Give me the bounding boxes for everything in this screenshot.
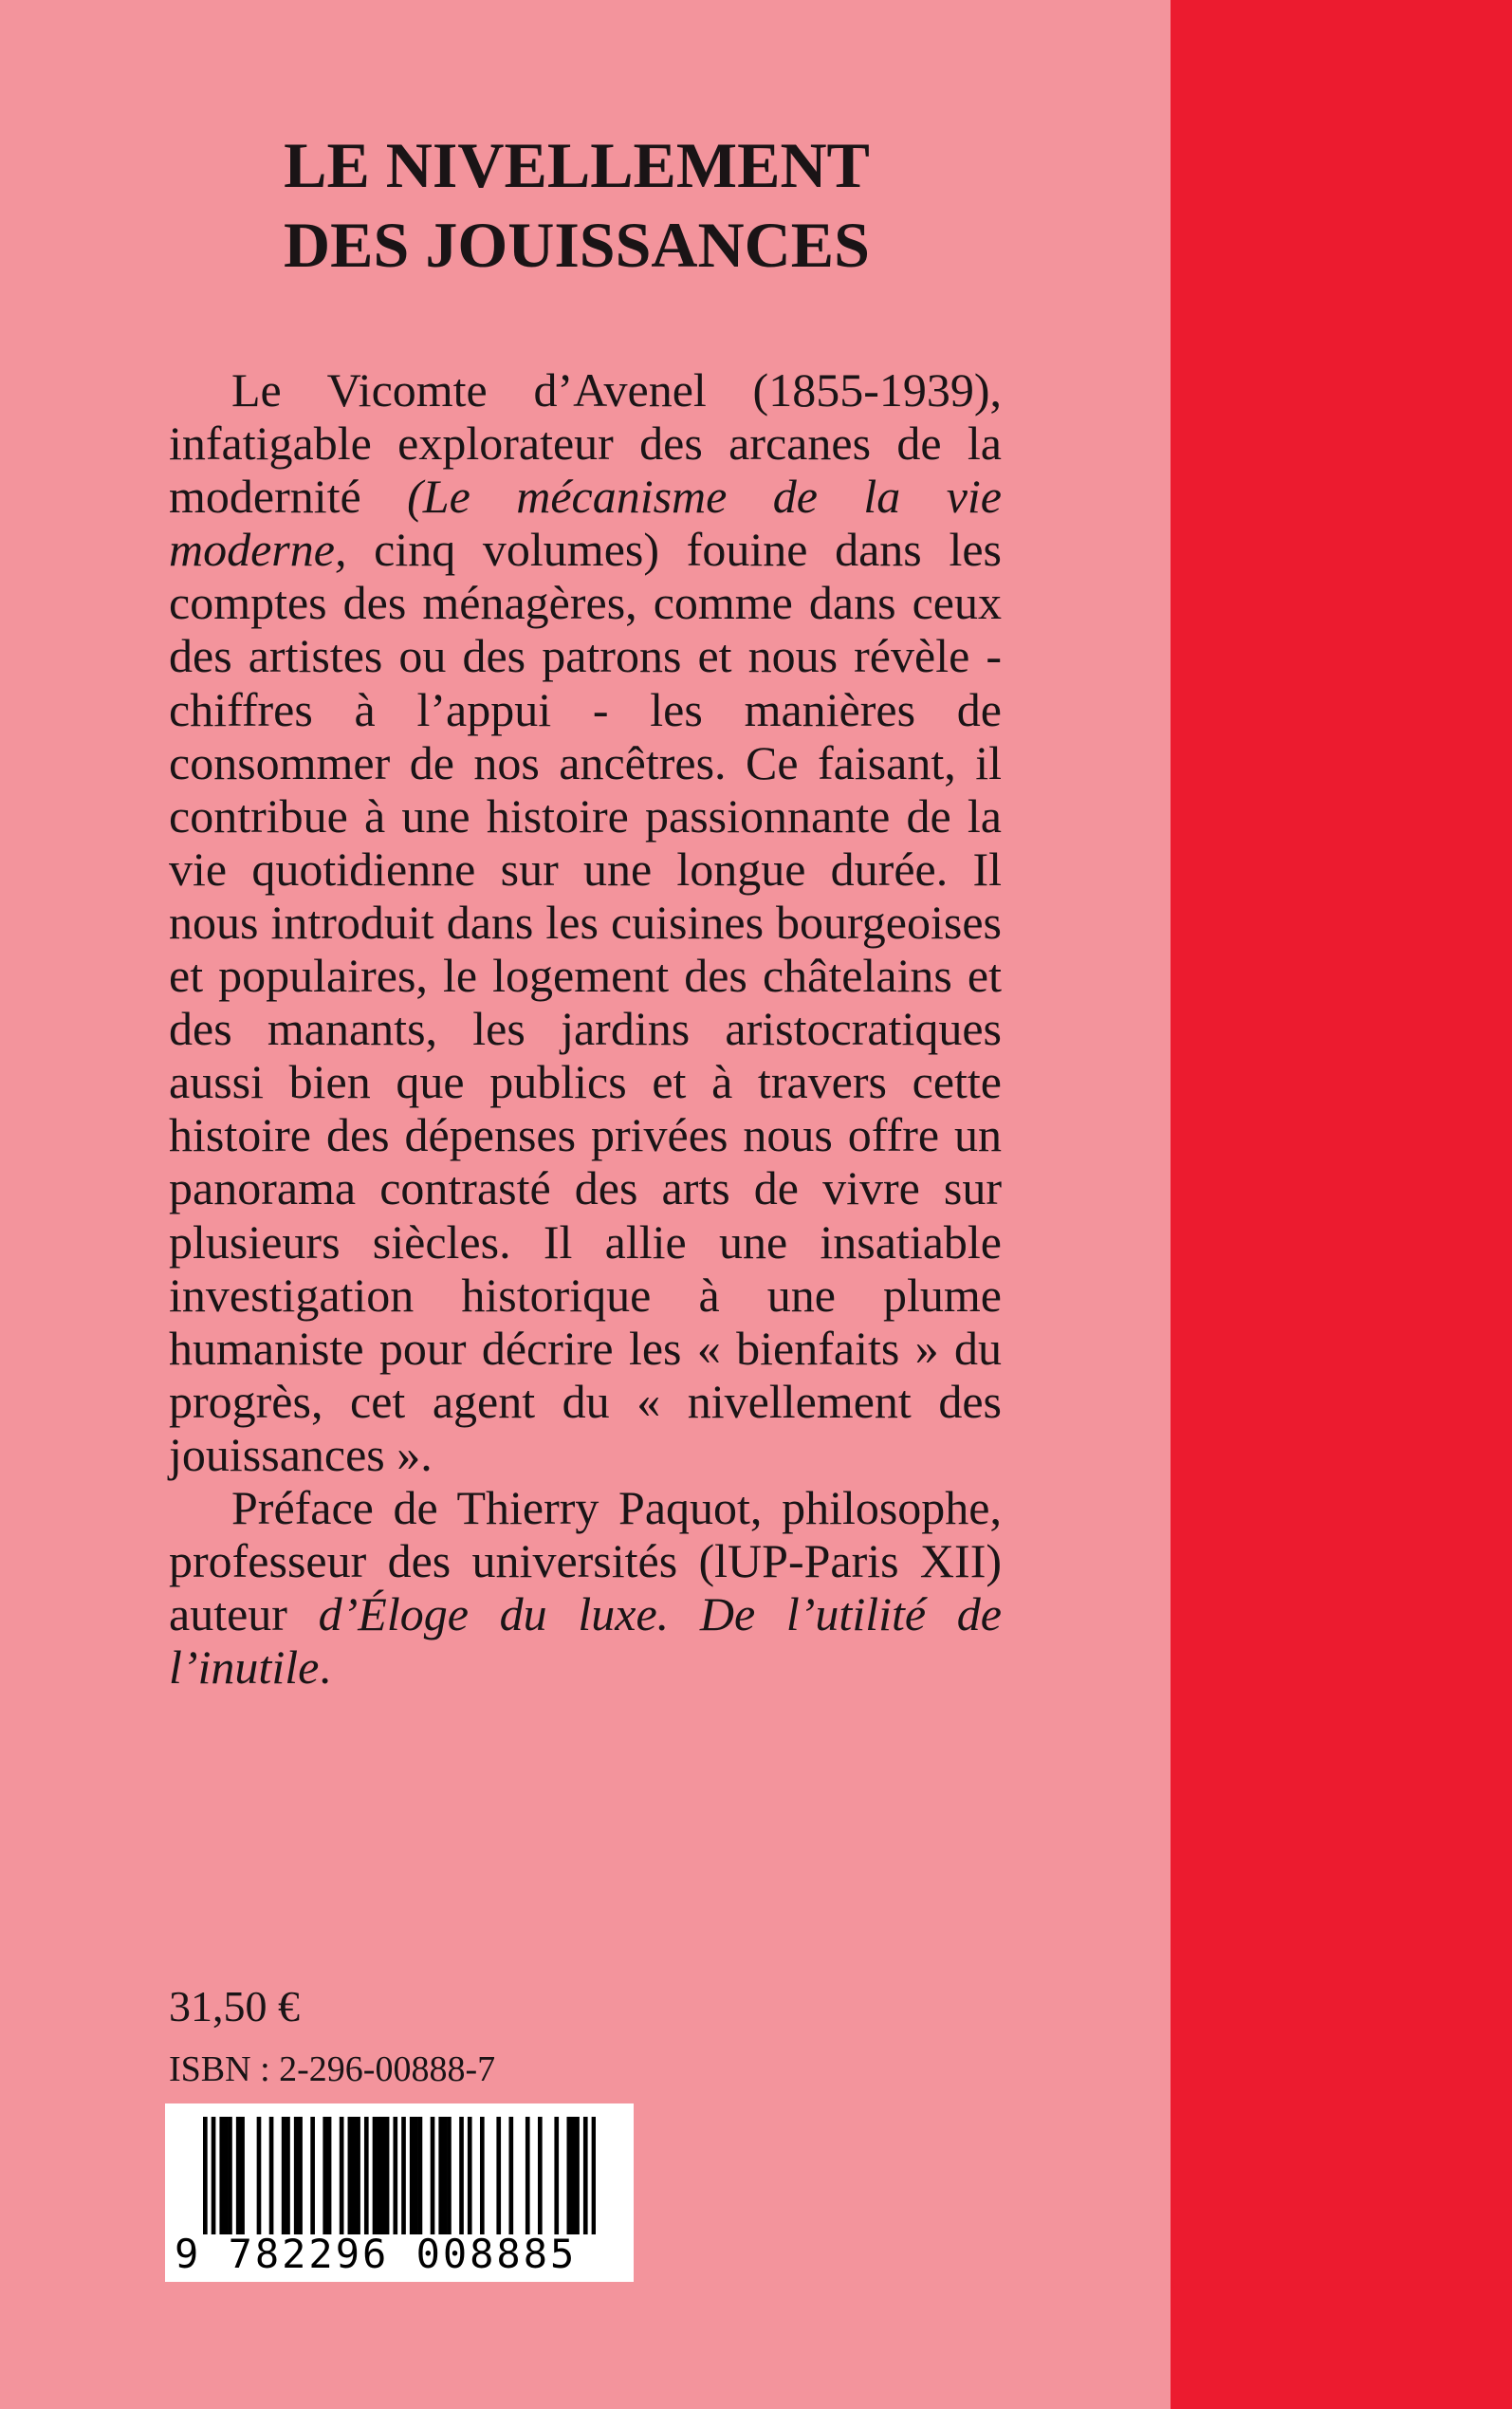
barcode-bar <box>257 2117 262 2234</box>
barcode-bar <box>431 2117 435 2234</box>
barcode-bar <box>443 2117 448 2234</box>
barcode-bar <box>340 2117 344 2234</box>
barcode-bar <box>228 2117 232 2234</box>
barcode-bar <box>571 2117 576 2234</box>
blurb-p2-text-b: . <box>319 1640 331 1695</box>
barcode-bar <box>480 2117 485 2234</box>
barcode-bar <box>575 2117 580 2234</box>
barcode-bar <box>393 2117 397 2234</box>
blurb-p2-text-a: Préface de Thierry Paquot, philosophe, professeur des universités (lUP-Paris XII) auteur <box>169 1480 1002 1641</box>
barcode-bar <box>538 2117 543 2234</box>
barcode-bar <box>401 2117 406 2234</box>
barcode <box>165 2103 634 2282</box>
blurb-paragraph-1 <box>169 363 1002 1481</box>
back-cover-blurb <box>169 363 1002 1694</box>
barcode-bar <box>508 2117 513 2234</box>
barcode-bar <box>224 2117 229 2234</box>
barcode-bar <box>212 2117 216 2234</box>
barcode-bar <box>526 2117 530 2234</box>
blurb-p1-text-b: cinq volumes) fouine dans les comptes des ménagères, comme dans ceux des artistes ou des patrons et nous révèle - chiffres à l’appui - les manières de consommer de nos ancêtres. Ce faisant, il contribue à une histoire passionnante de la vie quotidienne sur une longue durée. Il nous introduit dans les cuisines bourgeoises et populaires, le logement des châtelains et des manants, les jardins aristocratiques aussi bien que publics et à travers cette histoire des dépenses privées nous offre un panorama contrasté des arts de vivre sur plusieurs siècles. Il allie une insatiable investigation historique à une plume humaniste pour décrire les « bienfaits » du progrès, cet agent du « nivellement des jouissances ». <box>169 523 1002 1481</box>
barcode-bar <box>310 2117 315 2234</box>
barcode-bar <box>219 2117 224 2234</box>
barcode-bar <box>356 2117 360 2234</box>
barcode-bar <box>377 2117 381 2234</box>
barcode-bar <box>414 2117 418 2234</box>
blurb-paragraph-2 <box>169 1481 1002 1694</box>
barcode-bar <box>298 2117 303 2234</box>
price-label: 31,50 € <box>169 1982 300 2030</box>
barcode-bar <box>410 2117 415 2234</box>
barcode-bar <box>352 2117 357 2234</box>
barcode-bar <box>203 2117 208 2234</box>
barcode-digits: 9 782296 008885 <box>175 2231 578 2277</box>
barcode-bar <box>496 2117 501 2234</box>
isbn-label: ISBN : 2-296-00888-7 <box>169 2049 496 2089</box>
barcode-bar <box>438 2117 443 2234</box>
barcode-bar <box>240 2117 245 2234</box>
barcode-bar <box>418 2117 423 2234</box>
barcode-bar <box>459 2117 464 2234</box>
blurb-p1-text-a: Le Vicomte d’Avenel (1855-1939), infatigable explorateur des arcanes de la modernité <box>169 363 1002 524</box>
barcode-bar <box>282 2117 286 2234</box>
barcode-bar <box>323 2117 327 2234</box>
barcode-bar <box>592 2117 596 2234</box>
barcode-bar <box>269 2117 274 2234</box>
title-line-2: DES JOUISSANCES <box>284 209 870 281</box>
barcode-bar <box>583 2117 588 2234</box>
barcode-bar <box>348 2117 353 2234</box>
barcode-bar <box>385 2117 390 2234</box>
barcode-bar <box>373 2117 378 2234</box>
book-title <box>169 125 985 285</box>
barcode-bar <box>236 2117 241 2234</box>
barcode-bar <box>468 2117 472 2234</box>
barcode-bar <box>554 2117 559 2234</box>
barcode-bar <box>447 2117 452 2234</box>
barcode-bar <box>566 2117 571 2234</box>
red-spine-band <box>1171 0 1512 2409</box>
barcode-bar <box>327 2117 332 2234</box>
barcode-bar <box>286 2117 290 2234</box>
barcode-bars <box>203 2117 596 2234</box>
title-line-1: LE NIVELLEMENT <box>284 129 870 201</box>
barcode-bar <box>364 2117 369 2234</box>
barcode-bar <box>294 2117 299 2234</box>
blurb-p2-italic: d’Éloge du luxe. De l’utilité de l’inutile <box>169 1587 1002 1695</box>
barcode-bar <box>380 2117 385 2234</box>
blurb-p1-italic: (Le mécanisme de la vie moderne, <box>169 470 1002 577</box>
